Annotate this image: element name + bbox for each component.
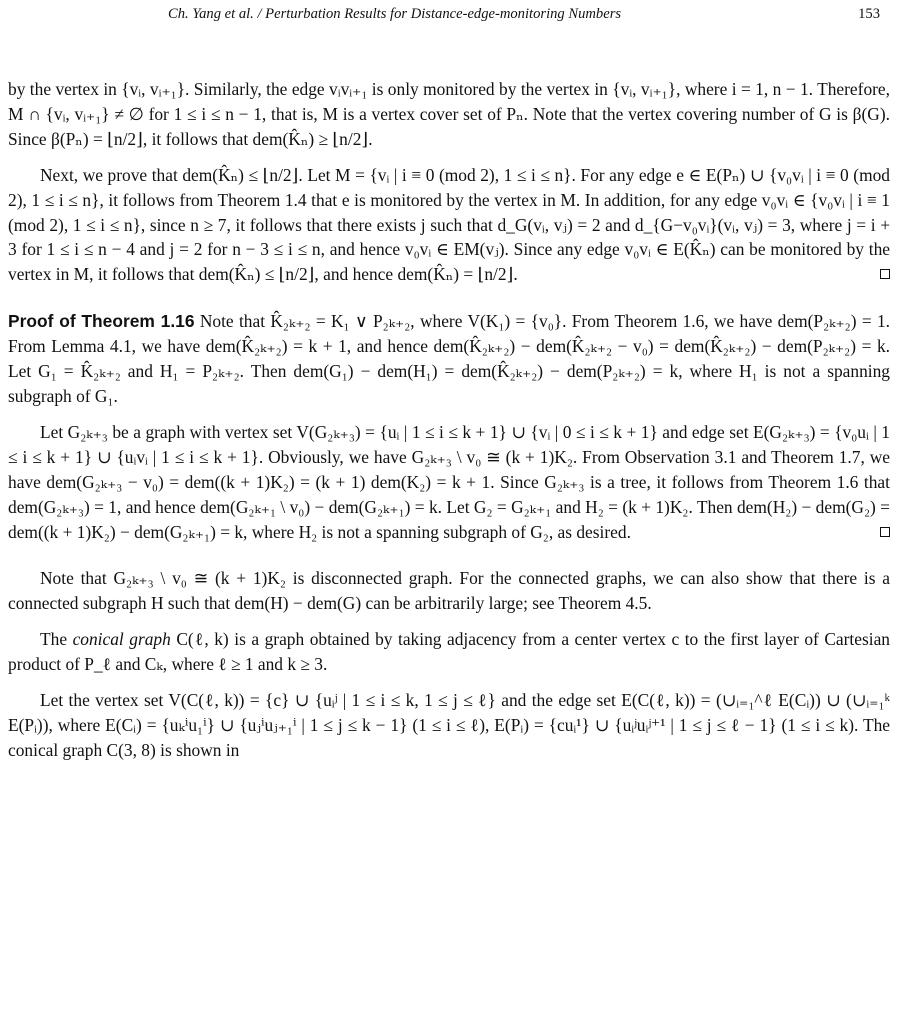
paragraph-disconnected-note [8, 566, 890, 616]
paragraph-text: Next, we prove that dem(K̂ₙ) ≤ ⌊n/2⌋. Let M = {vᵢ | i ≡ 0 (mod 2), 1 ≤ i ≤ n}. For any edge e ∈ E(Pₙ) ∪ {v₀vᵢ | i ≡ 0 (mod 2), 1 ≤ i ≤ n}, it follows from Theorem 1.4 that e is monitored by the vertex in M. In addition, for any edge v₀vᵢ ∈ {v₀vᵢ | i ≡ 1 (mod 2), 1 ≤ i ≤ n}, since n ≥ 7, it follows that there exists j such that d_G(vᵢ, vⱼ) = 2 and d_{G−v₀vᵢ}(vᵢ, vⱼ) = 3, where j = i + 3 for 1 ≤ i ≤ n − 4 and j = 2 for n − 3 ≤ i ≤ n, and hence v₀vᵢ ∈ EM(vⱼ). Since any edge v₀vᵢ ∈ E(K̂ₙ) can be monitored by the vertex in M, it follows that dem(K̂ₙ) ≤ ⌊n/2⌋, and hence dem(K̂ₙ) = ⌊n/2⌋. [8, 164, 890, 285]
paragraph-continuation [8, 77, 890, 152]
paragraph-upper-bound [8, 163, 890, 288]
qed-square-icon [880, 527, 890, 537]
page-number: 153 [858, 6, 880, 22]
paragraph-text: by the vertex in {vᵢ, vᵢ₊₁}. Similarly, the edge vᵢvᵢ₊₁ is only monitored by the vertex in {vᵢ, vᵢ₊₁}, where i = 1, n − 1. Therefore, M ∩ {vᵢ, vᵢ₊₁} ≠ ∅ for 1 ≤ i ≤ n − 1, that is, M is a vertex cover set of Pₙ. Note that the vertex covering number of G is β(G). Since β(Pₙ) = ⌊n/2⌋, it follows that dem(K̂ₙ) ≥ ⌊n/2⌋. [8, 79, 890, 149]
paragraph-conical-definition [8, 627, 890, 677]
paragraph-text: Let the vertex set V(C(ℓ, k)) = {c} ∪ {uᵢʲ | 1 ≤ i ≤ k, 1 ≤ j ≤ ℓ} and the edge set E(C(ℓ, k)) = (∪ᵢ₌₁^ℓ E(Cᵢ)) ∪ (∪ᵢ₌₁ᵏ E(Pᵢ)), where E(Cᵢ) = {uₖⁱu₁ⁱ} ∪ {uⱼⁱuⱼ₊₁ⁱ | 1 ≤ j ≤ k − 1} (1 ≤ i ≤ ℓ), E(Pᵢ) = {cuᵢ¹} ∪ {uᵢʲuᵢʲ⁺¹ | 1 ≤ j ≤ ℓ − 1} (1 ≤ i ≤ k). The conical graph C(3, 8) is shown in [8, 690, 890, 760]
paragraph-text: C(ℓ, k) is a graph obtained by taking adjacency from a center vertex c to the first layer of Cartesian product of P_ℓ and Cₖ, where ℓ ≥ 1 and k ≥ 3. [8, 629, 890, 675]
paragraph-lead: The [40, 629, 73, 650]
paragraph-tree-construction [8, 420, 890, 545]
qed-square-icon [880, 269, 890, 279]
paragraph-text: Note that K̂₂ₖ₊₂ = K₁ ∨ P₂ₖ₊₂, where V(K₁) = {v₀}. From Theorem 1.6, we have dem(P₂ₖ₊₂) = 1. From Lemma 4.1, we have dem(K̂₂ₖ₊₂) = k + 1, and hence dem(K̂₂ₖ₊₂) − dem(K̂₂ₖ₊₂ − v₀) = dem(K̂₂ₖ₊₂) − dem(P₂ₖ₊₂) = k. Let G₁ = K̂₂ₖ₊₂ and H₁ = P₂ₖ₊₂. Then dem(G₁) − dem(H₁) = dem(K̂₂ₖ₊₂) − dem(P₂ₖ₊₂) = k, where H₁ is not a spanning subgraph of G₁. [8, 311, 890, 406]
paragraph-text: Let G₂ₖ₊₃ be a graph with vertex set V(G₂ₖ₊₃) = {uᵢ | 1 ≤ i ≤ k + 1} ∪ {vᵢ | 0 ≤ i ≤ k + 1} and edge set E(G₂ₖ₊₃) = {v₀uᵢ | 1 ≤ i ≤ k + 1} ∪ {uᵢvᵢ | 1 ≤ i ≤ k + 1}. Obviously, we have G₂ₖ₊₃ \ v₀ ≅ (k + 1)K₂. From Observation 3.1 and Theorem 1.7, we have dem(G₂ₖ₊₃ − v₀) = dem((k + 1)K₂) = (k + 1) dem(K₂) = k + 1. Since G₂ₖ₊₃ is a tree, it follows from Theorem 1.6 that dem(G₂ₖ₊₃) = 1, and hence dem(G₂ₖ₊₁ \ v₀) − dem(G₂ₖ₊₁) = k. Let G₂ = G₂ₖ₊₁ and H₂ = (k + 1)K₂. Then dem(H₂) − dem(G₂) = dem((k + 1)K₂) − dem(G₂ₖ₊₁) = k, where H₂ is not a spanning subgraph of G₂, as desired. [8, 421, 890, 542]
paragraph-text: Note that G₂ₖ₊₃ \ v₀ ≅ (k + 1)K₂ is disconnected graph. For the connected graphs, we can also show that there is a connected subgraph H such that dem(H) − dem(G) can be arbitrarily large; see Theorem 4.5. [8, 568, 890, 614]
running-title: Ch. Yang et al. / Perturbation Results for Distance-edge-monitoring Numbers [168, 6, 622, 22]
defined-term: conical graph [72, 629, 171, 650]
paragraph-conical-sets [8, 688, 890, 763]
body-text [8, 77, 890, 763]
proof-label: Proof of Theorem 1.16 [8, 311, 195, 332]
proof-theorem-paragraph [8, 309, 890, 409]
